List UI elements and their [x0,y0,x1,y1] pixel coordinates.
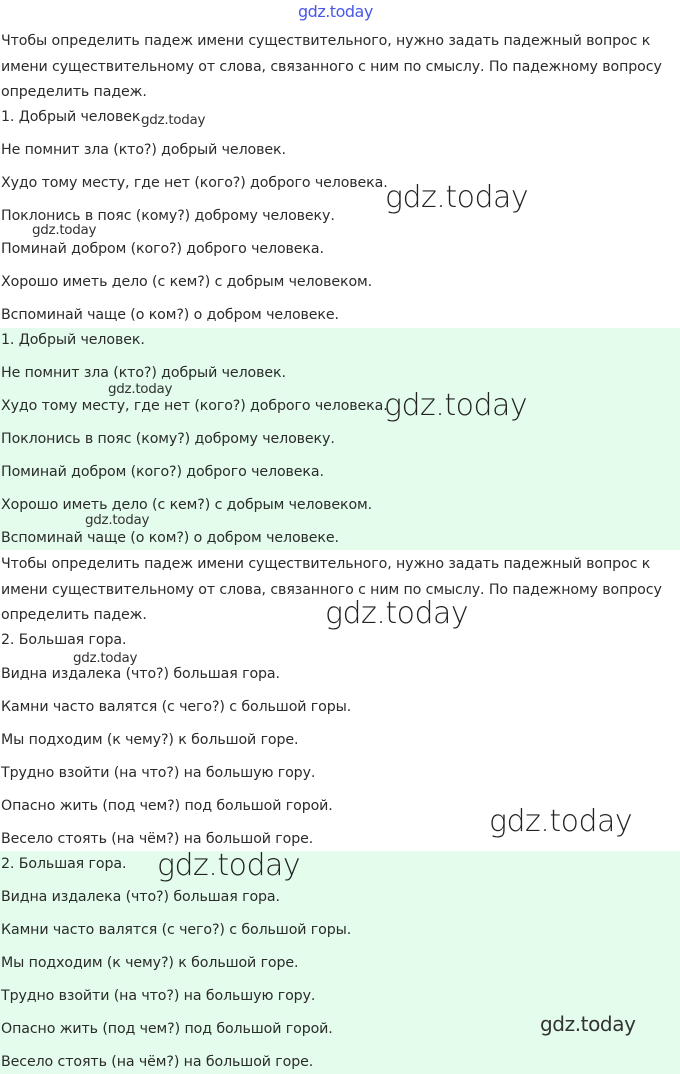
intro-line: определить падеж. [1,84,147,100]
sentence-line: Поминай добром (кого?) доброго человека. [1,464,324,480]
sentence-line: Камни часто валятся (с чего?) с большой горы. [1,922,352,938]
watermark: gdz.today [157,848,301,883]
sentence-line: Весело стоять (на чём?) на большой горе. [1,831,314,847]
watermark: gdz.today [489,804,633,839]
intro-line: имени существительному от слова, связанного с ним по смыслу. По падежному вопросу [1,582,662,598]
watermark: gdz.today [325,596,469,631]
sentence-line: Поклонись в пояс (кому?) доброму человеку. [1,431,335,447]
sentence-line: Худо тому месту, где нет (кого?) доброго человека. [1,175,388,191]
watermark: gdz.today [384,388,528,423]
exercise-heading: 1. Добрый человек. [1,109,145,125]
exercise-heading: 2. Большая гора. [1,632,127,648]
sentence-line: Хорошо иметь дело (с кем?) с добрым человеком. [1,497,373,513]
sentence-line: Поклонись в пояс (кому?) доброму человеку. [1,208,335,224]
sentence-line: Камни часто валятся (с чего?) с большой горы. [1,699,352,715]
watermark: gdz.today [298,2,373,21]
watermark: gdz.today [108,381,173,397]
sentence-line: Не помнит зла (кто?) добрый человек. [1,142,286,158]
intro-line: Чтобы определить падеж имени существительного, нужно задать падежный вопрос к [1,556,651,572]
sentence-line: Худо тому месту, где нет (кого?) доброго человека. [1,398,388,414]
sentence-line: Вспоминай чаще (о ком?) о добром человеке. [1,530,339,546]
solution-block-1 [0,0,680,328]
watermark: gdz.today [73,650,138,666]
sentence-line: Вспоминай чаще (о ком?) о добром человеке. [1,307,339,323]
sentence-line: Опасно жить (под чем?) под большой горой. [1,798,333,814]
sentence-line: Мы подходим (к чему?) к большой горе. [1,955,299,971]
sentence-line: Опасно жить (под чем?) под большой горой. [1,1021,333,1037]
sentence-line: Трудно взойти (на что?) на большую гору. [1,988,316,1004]
intro-line: определить падеж. [1,607,147,623]
watermark: gdz.today [141,112,206,128]
intro-line: имени существительному от слова, связанного с ним по смыслу. По падежному вопросу [1,59,662,75]
watermark: gdz.today [385,180,529,215]
watermark: gdz.today [540,1012,636,1036]
sentence-line: Мы подходим (к чему?) к большой горе. [1,732,299,748]
sentence-line: Весело стоять (на чём?) на большой горе. [1,1054,314,1070]
sentence-line: Не помнит зла (кто?) добрый человек. [1,365,286,381]
solution-block-3 [0,550,680,851]
solution-block-4 [0,851,680,1074]
sentence-line: Хорошо иметь дело (с кем?) с добрым человеком. [1,274,373,290]
sentence-line: Трудно взойти (на что?) на большую гору. [1,765,316,781]
exercise-heading: 2. Большая гора. [1,856,127,872]
exercise-heading: 1. Добрый человек. [1,332,145,348]
sentence-line: Видна издалека (что?) большая гора. [1,889,280,905]
solution-block-2 [0,328,680,550]
sentence-line: Поминай добром (кого?) доброго человека. [1,241,324,257]
watermark: gdz.today [85,512,150,528]
sentence-line: Видна издалека (что?) большая гора. [1,666,280,682]
intro-line: Чтобы определить падеж имени существительного, нужно задать падежный вопрос к [1,33,651,49]
watermark: gdz.today [32,222,97,238]
